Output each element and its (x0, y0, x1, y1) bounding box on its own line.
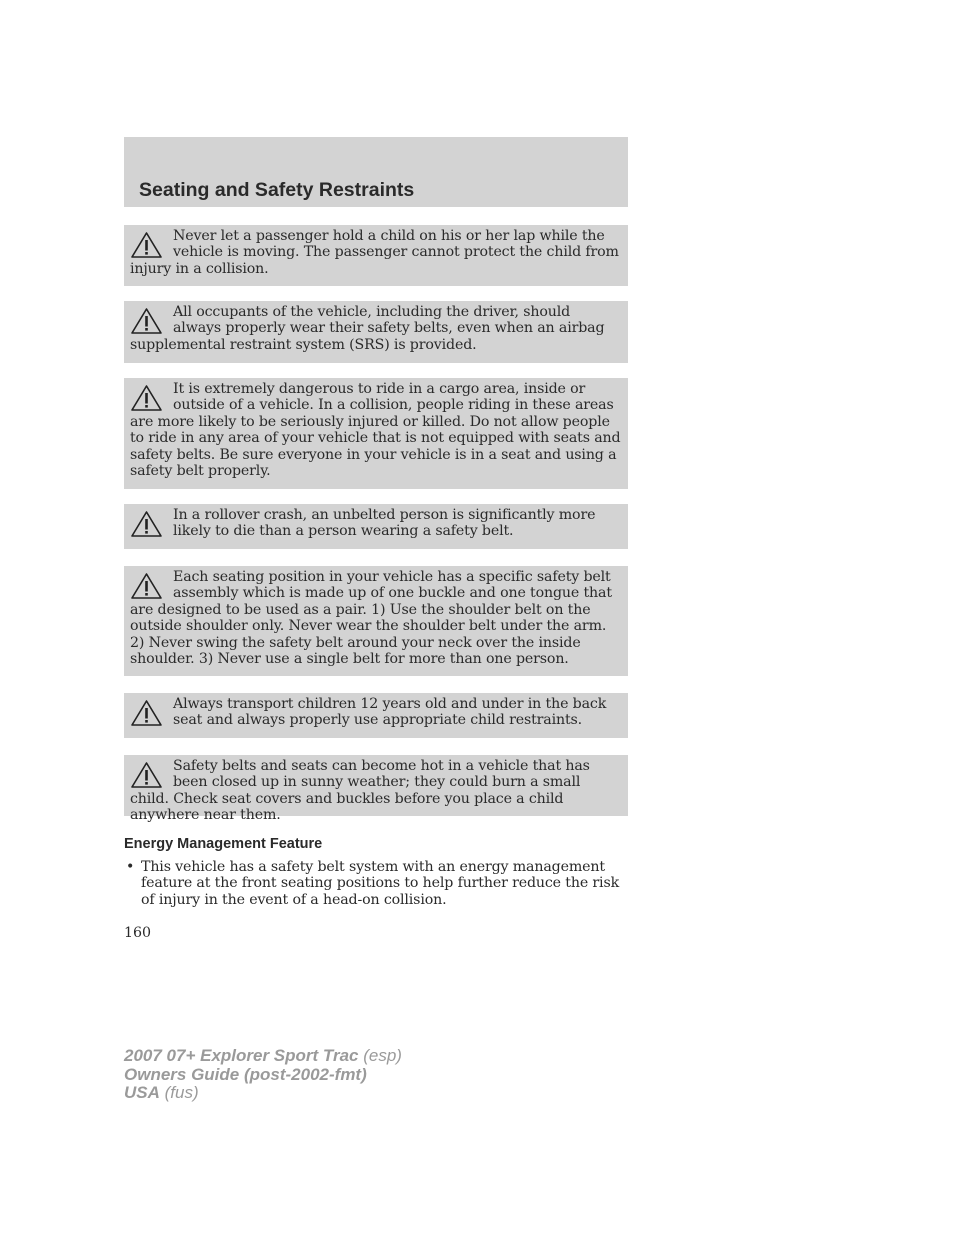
warning-triangle-icon (130, 510, 163, 538)
warning-box (124, 378, 628, 489)
footer-market: USA (124, 1083, 160, 1102)
warning-triangle-icon (130, 231, 163, 259)
warning-text: It is extremely dangerous to ride in a cargo area, inside or outside of a vehicle. In a collision, people riding in these areas are more likely to be seriously injured or killed. Do not allow people to ride in any area of your vehicle that is not equipped with seats and safety belts. Be sure everyone in your vehicle is in a seat and using a safety belt properly. (130, 381, 621, 480)
footer-model-code: (esp) (358, 1046, 402, 1065)
warning-triangle-icon (130, 307, 163, 335)
warning-text: Each seating position in your vehicle has a specific safety belt assembly which is made up of one buckle and one tongue that are designed to be used as a pair. 1) Use the shoulder belt on the outside shoulder only. Never wear the shoulder belt under the arm. 2) Never swing the safety belt around your neck over the inside shoulder. 3) Never use a single belt for more than one person. (130, 569, 612, 668)
warning-box (124, 504, 628, 549)
bullet-text: This vehicle has a safety belt system with an energy management feature at the front seating positions to help further reduce the risk of injury in the event of a head-on collision. (141, 859, 620, 908)
warning-triangle-icon (130, 761, 163, 789)
footer-guide: Owners Guide (post-2002-fmt) (124, 1064, 367, 1084)
document-footer (124, 1047, 402, 1103)
warning-text: Always transport children 12 years old and under in the back seat and always properly use appropriate child restraints. (173, 696, 607, 729)
warning-box (124, 755, 628, 824)
footer-line (124, 1066, 402, 1085)
page-title: Seating and Safety Restraints (139, 179, 415, 201)
warning-box (124, 693, 628, 738)
footer-line (124, 1047, 402, 1066)
warning-box (124, 301, 628, 363)
section-heading: Energy Management Feature (124, 836, 323, 852)
page-number: 160 (124, 925, 152, 941)
warning-box (124, 225, 628, 286)
footer-market-code: (fus) (159, 1083, 199, 1102)
warning-triangle-icon (130, 572, 163, 600)
footer-model: 2007 07+ Explorer Sport Trac (124, 1046, 359, 1065)
warning-text: All occupants of the vehicle, including the driver, should always properly wear their safety belts, even when an airbag supplemental restraint system (SRS) is provided. (130, 304, 605, 353)
footer-line (124, 1084, 402, 1103)
warning-text: In a rollover crash, an unbelted person is significantly more likely to die than a person wearing a safety belt. (173, 507, 596, 540)
bullet-mark: • (126, 859, 135, 875)
warning-text: Never let a passenger hold a child on his or her lap while the vehicle is moving. The passenger cannot protect the child from injury in a collision. (130, 228, 619, 277)
warning-triangle-icon (130, 384, 163, 412)
warning-box (124, 566, 628, 676)
warning-text: Safety belts and seats can become hot in a vehicle that has been closed up in sunny weather; they could burn a small child. Check seat covers and buckles before you place a child anywhere near them. (130, 758, 590, 824)
list-item (124, 859, 628, 908)
section-header (124, 137, 628, 207)
warning-triangle-icon (130, 699, 163, 727)
